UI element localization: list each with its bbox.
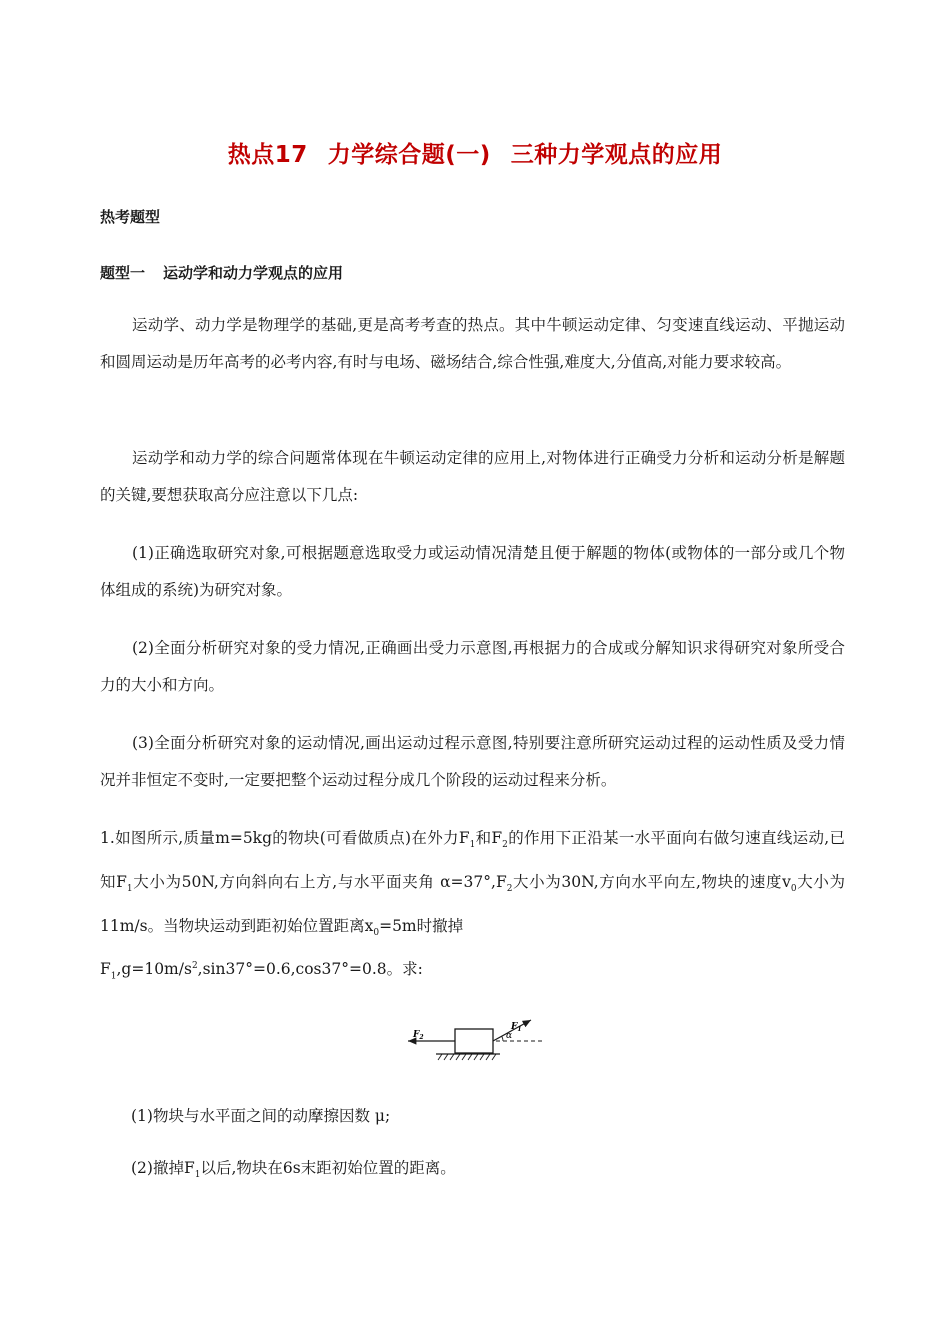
problem-text: 1.如图所示,质量m=5kg的物块(可看做质点)在外力F [100,829,470,847]
type-heading [100,262,343,283]
problem-text: 大小为50N,方向斜向右上方,与水平面夹角 α=37°,F [132,873,507,892]
question-text: 以后,物块在6s末距初始位置的距离。 [200,1159,456,1177]
problem-text: 和F [475,829,503,847]
subscript: 2 [506,884,513,895]
problem-text: 的作用下正沿某一水平面向右做匀速直线运动,已知F [100,829,845,892]
subscript: 0 [790,884,797,895]
given-text: ,sin37°=0.6,cos37°=0.8。求: [197,960,423,979]
problem-statement [100,820,845,952]
subscript: 1 [469,840,476,851]
subscript: 1 [194,1170,201,1181]
ground-hatching [438,1054,496,1060]
type-heading-label: 题型一 [100,264,146,282]
question-2 [131,1150,456,1194]
title-part1: 热点17 [227,142,308,168]
subscript: 2 [502,840,508,851]
subscript: 0 [373,928,380,939]
block [455,1029,493,1053]
subscript: 1 [126,884,133,895]
force-diagram [400,1018,550,1080]
problem-text: 大小为30N,方向水平向左,物块的速度v [512,873,791,892]
question-text: (2)撤掉F [131,1159,195,1177]
paragraph-intro: 运动学、动力学是物理学的基础,更是高考考查的热点。其中牛顿运动定律、匀变速直线运动、平抛运动和圆周运动是历年高考的必考内容,有时与电场、磁场结合,综合性强,难度大,分值高,对能力要求较高。 [100,316,845,371]
alpha-label: α [506,1031,513,1041]
superscript: 2 [191,961,198,971]
type-heading-text: 运动学和动力学观点的应用 [163,264,344,282]
title-part3: 三种力学观点的应用 [510,142,723,168]
subscript: 1 [110,971,117,982]
page-title [0,136,950,169]
paragraph-point-1: (1)正确选取研究对象,可根据题意选取受力或运动情况清楚且便于解题的物体(或物体的一部分或几个物体组成的系统)为研究对象。 [100,544,845,599]
angle-arc [502,1036,503,1041]
problem-text: 大小为11m/s。当物块运动到距初始位置距离x [100,873,845,936]
paragraph-point-2: (2)全面分析研究对象的受力情况,正确画出受力示意图,再根据力的合成或分解知识求得研究对象所受合力的大小和方向。 [100,639,845,694]
f2-label: $F_2$ [413,1030,424,1041]
given-text: F [100,960,111,979]
given-text: ,g=10m/s [116,960,192,979]
f1-label: $F_1$ [511,1022,522,1033]
section-heading: 热考题型 [100,208,161,226]
problem-given-values [100,948,423,995]
title-part2: 力学综合题(一) [327,142,491,168]
question-1: (1)物块与水平面之间的动摩擦因数 μ; [131,1107,391,1125]
problem-text: =5m时撤掉 [379,917,464,936]
paragraph-point-3: (3)全面分析研究对象的运动情况,画出运动过程示意图,特别要注意所研究运动过程的运动性质及受力情况并非恒定不变时,一定要把整个运动过程分成几个阶段的运动过程来分析。 [100,734,845,789]
paragraph-overview: 运动学和动力学的综合问题常体现在牛顿运动定律的应用上,对物体进行正确受力分析和运动分析是解题的关键,要想获取高分应注意以下几点: [100,449,845,504]
